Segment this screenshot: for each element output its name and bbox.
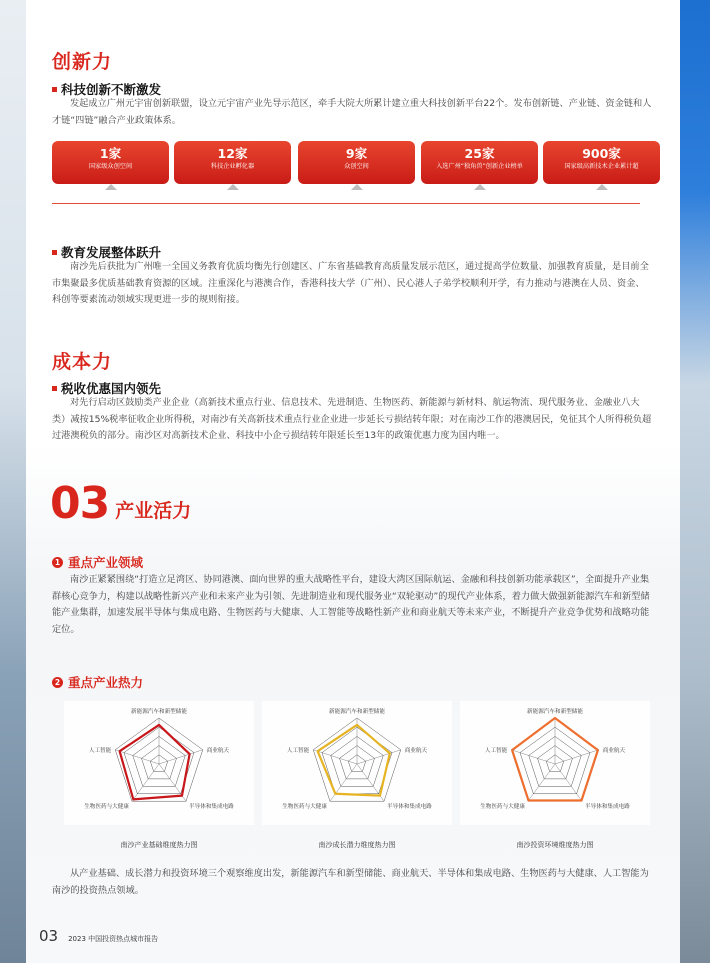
stat-value: 25家 <box>464 146 495 161</box>
subheading-heat <box>52 673 143 691</box>
bullet-square-icon <box>52 87 57 92</box>
radar-caption: 南沙产业基础维度热力图 <box>120 841 198 849</box>
radar-axis-label: 半导体和集成电路 <box>189 804 234 811</box>
triangle-marker-icon <box>351 184 363 190</box>
radar-axis-label: 人工智能 <box>286 747 310 754</box>
stat-card <box>543 141 660 184</box>
radar-axis-label: 生物医药与大健康 <box>480 804 525 811</box>
stat-card <box>174 141 291 184</box>
page-footer <box>39 927 158 945</box>
stat-card <box>298 141 415 184</box>
report-page <box>26 0 680 963</box>
number-circle-icon: 2 <box>52 677 63 688</box>
stat-label: 科技企业孵化器 <box>210 163 255 170</box>
radar-axis-line <box>330 764 357 801</box>
stat-label: 国家级众创空间 <box>88 163 133 170</box>
radar-chart-2 <box>262 701 452 825</box>
radar-axis-line <box>528 764 555 801</box>
radar-axis-label: 人工智能 <box>88 747 112 754</box>
radar-axis-label: 半导体和集成电路 <box>387 804 432 811</box>
radar-axis-label: 商业航天 <box>602 747 626 754</box>
radar-chart-svg <box>460 701 650 825</box>
stat-value: 9家 <box>345 146 368 161</box>
stat-card <box>421 141 538 184</box>
section-title-cost: 成本力 <box>52 351 113 373</box>
radar-axis-label: 商业航天 <box>206 747 230 754</box>
radar-chart-1 <box>64 701 254 825</box>
bullet-square-icon <box>52 386 57 391</box>
page-number: 03 <box>39 927 59 945</box>
radar-axis-line <box>511 750 555 764</box>
stat-value: 1家 <box>99 146 122 161</box>
radar-axis-line <box>555 750 599 764</box>
radar-axis-label: 新能源汽车和新型储能 <box>329 709 385 715</box>
section-header-03 <box>50 478 191 529</box>
radar-axis-label: 半导体和集成电路 <box>585 804 630 811</box>
background-left-strip <box>0 0 26 963</box>
radar-axis-label: 商业航天 <box>404 747 428 754</box>
footer-text: 2023 中国投资热点城市报告 <box>68 935 159 943</box>
radar-axis-line <box>132 764 159 801</box>
subheading-key-fields <box>52 553 143 571</box>
radar-chart-svg <box>262 701 452 825</box>
radar-axis-line <box>555 764 582 801</box>
stat-label: 入选广州“独角兽”创新企业榜单 <box>436 163 523 170</box>
subheading-heat-text: 重点产业热力 <box>68 675 144 690</box>
triangle-marker-icon <box>596 184 608 190</box>
subheading-key-fields-text: 重点产业领域 <box>68 555 144 570</box>
radar-axis-label: 新能源汽车和新型储能 <box>131 709 187 715</box>
paragraph-tech: 发起成立广州元宇宙创新联盟，设立元宇宙产业先导示范区，牵手大院大所累计建立重大科技创新平台22个。发布创新链、产业链、资金链和人才链“四链”融合产业政策体系。 <box>52 98 652 126</box>
section-number: 03 <box>50 478 110 529</box>
stat-value: 900家 <box>582 146 621 161</box>
paragraph-heat-conclusion: 从产业基础、成长潜力和投资环境三个观察维度出发，新能源汽车和新型储能、商业航天、半导体和集成电路、生物医药与大健康、人工智能为南沙的投资热点领域。 <box>52 868 649 896</box>
paragraph-education: 南沙先后获批为广州唯一全国义务教育优质均衡先行创建区、广东省基础教育高质量发展示范区，通过提高学位数量、加强教育质量，是目前全市集聚最多优质基础教育资源的区域。注重深化与港澳合作，香港科技大学（广州）、民心港人子弟学校顺利开学，有力推动与港澳在人员、资金、科创等要素流动领域实现更进一步的规则衔接。 <box>52 261 649 305</box>
radar-caption: 南沙成长潜力维度热力图 <box>318 841 396 849</box>
stat-label: 国家级高新技术企业累计超 <box>564 163 639 170</box>
triangle-marker-icon <box>105 184 117 190</box>
radar-chart-svg <box>64 701 254 825</box>
radar-series-polygon <box>120 725 190 799</box>
triangle-marker-icon <box>474 184 486 190</box>
bullet-square-icon <box>52 250 57 255</box>
radar-caption: 南沙投资环境维度热力图 <box>516 841 594 849</box>
radar-axis-label: 人工智能 <box>484 747 508 754</box>
paragraph-tax: 对先行启动区鼓励类产业企业（高新技术重点行业、信息技术、先进制造、生物医药、新能源与新材料、航运物流、现代服务业、金融业八大类）减按15%税率征收企业所得税，对南沙有关高新技术重点行业企业进一步延长亏损结转年限；对在南沙工作的港澳居民，免征其个人所得税负超过港澳税负的部分。南沙区对高新技术企业、科技中小企亏损结转年限延长至13年的政策优惠力度为国内唯一。 <box>52 397 652 441</box>
radar-chart-3 <box>460 701 650 825</box>
section-title-industry: 产业活力 <box>115 500 192 522</box>
radar-series-polygon <box>318 725 390 796</box>
subheading-tax-text: 税收优惠国内领先 <box>61 381 162 396</box>
subheading-tech-text: 科技创新不断激发 <box>61 82 162 97</box>
radar-axis-label: 新能源汽车和新型储能 <box>527 709 583 715</box>
stat-label: 众创空间 <box>344 163 369 170</box>
triangle-marker-icon <box>227 184 239 190</box>
subheading-education-text: 教育发展整体跃升 <box>61 245 162 260</box>
stat-card <box>52 141 169 184</box>
radar-axis-line <box>159 750 203 764</box>
stats-cards <box>52 141 640 201</box>
radar-axis-line <box>357 750 401 764</box>
section-title-innovation: 创新力 <box>52 51 113 73</box>
radar-axis-label: 生物医药与大健康 <box>282 804 327 811</box>
background-right-strip <box>680 0 710 963</box>
radar-axis-label: 生物医药与大健康 <box>84 804 129 811</box>
number-circle-icon: 1 <box>52 557 63 568</box>
stat-value: 12家 <box>217 146 248 161</box>
paragraph-key-fields: 南沙正紧紧围绕“打造立足湾区、协同港澳、面向世界的重大战略性平台，建设大湾区国际航运、金融和科技创新功能承载区”，全面提升产业集群核心竞争力，构建以战略性新兴产业和未来产业为引领、先进制造业和现代服务业“双轮驱动”的现代产业体系，着力做大做强新能源汽车和新型储能产业集群，加速发展半导体与集成电路、生物医药与大健康、人工智能等战略性新产业和商业航天等未来产业，不断提升产业竞争优势和战略功能定位。 <box>52 574 650 635</box>
divider-line <box>52 203 640 204</box>
